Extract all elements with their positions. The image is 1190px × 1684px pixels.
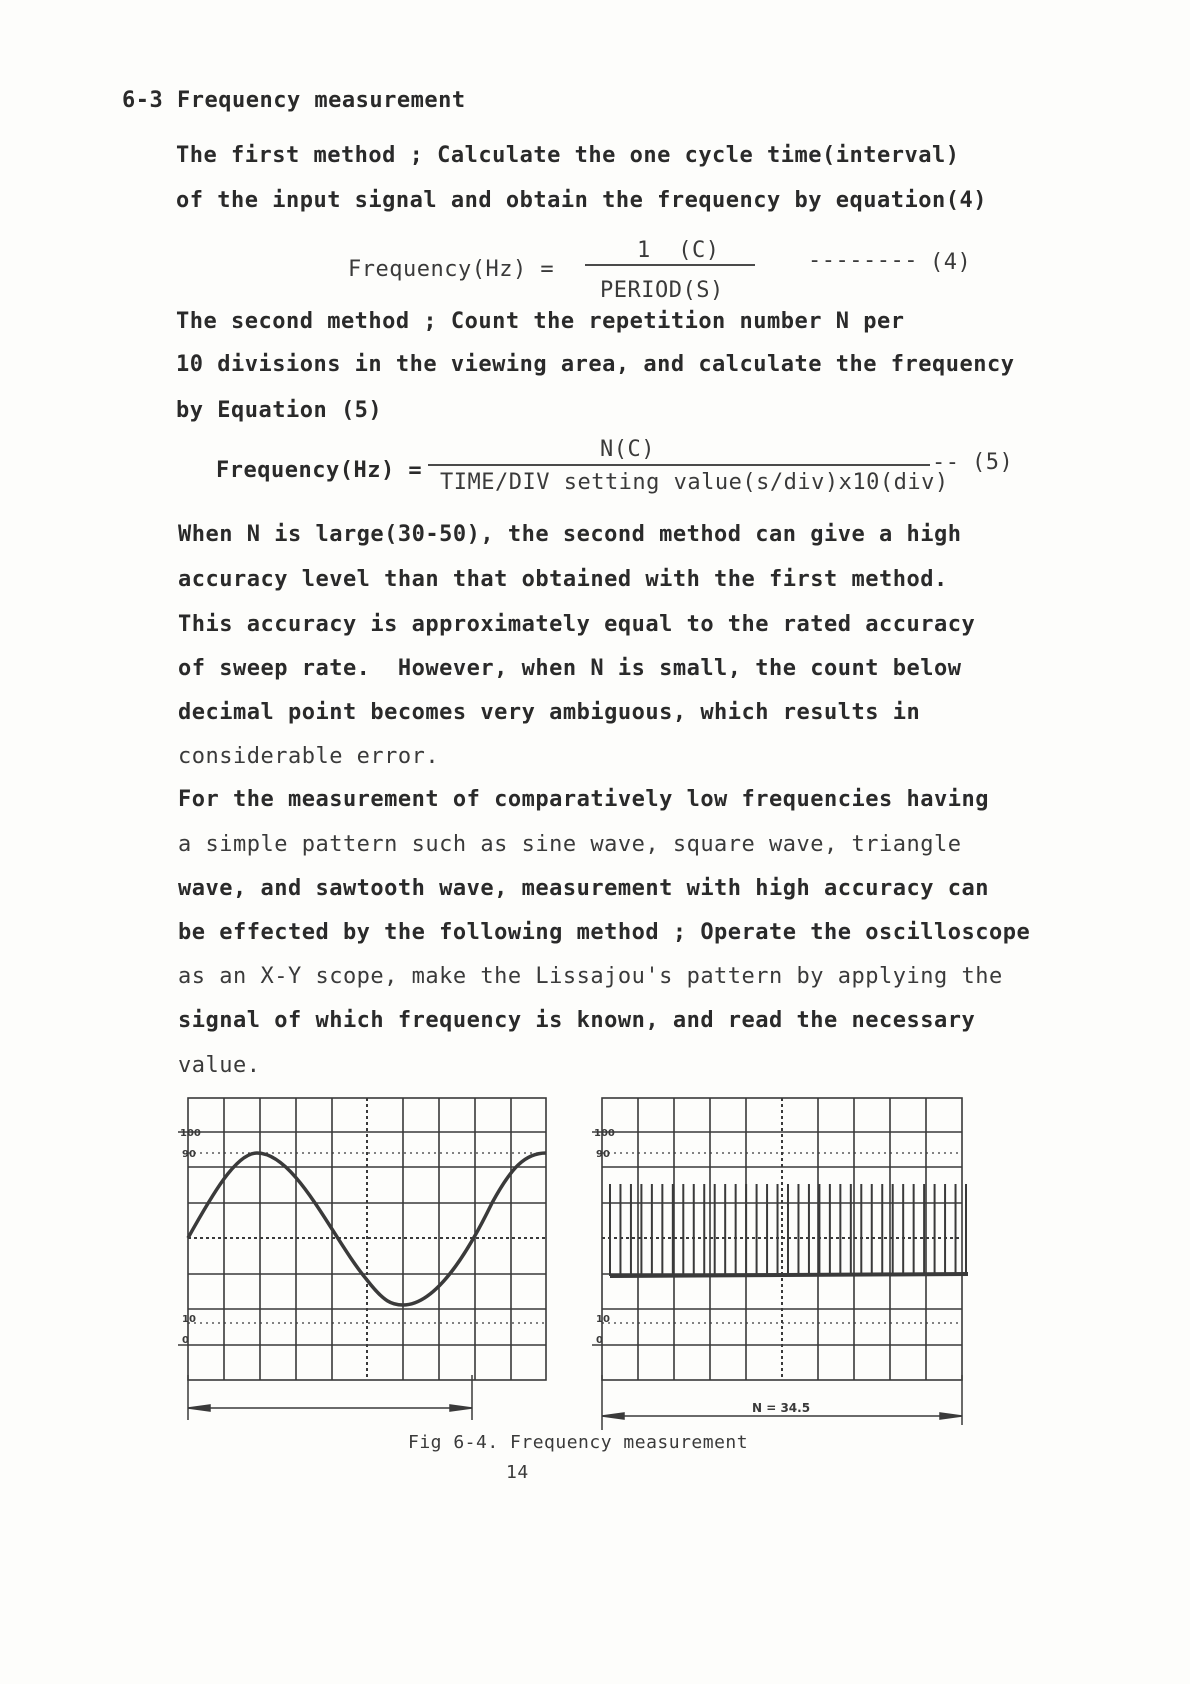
eq4-denominator: PERIOD(S) [600, 278, 724, 303]
pulse-train-trace [610, 1184, 966, 1276]
eq5-lhs: Frequency(Hz) = [216, 458, 423, 483]
para1-line: considerable error. [178, 744, 440, 769]
method1-line1: The first method ; Calculate the one cycle time(interval) [176, 143, 960, 168]
left-scope-graticule [170, 1090, 570, 1430]
right-label-100: 100 [594, 1128, 615, 1139]
para2-line: a simple pattern such as sine wave, square wave, triangle [178, 832, 962, 857]
para2-line: be effected by the following method ; Operate the oscilloscope [178, 920, 1031, 945]
n-count-annotation: N = 34.5 [752, 1401, 811, 1415]
sine-wave-trace [188, 1153, 546, 1305]
method2-line1: The second method ; Count the repetition number N per [176, 309, 905, 334]
method2-line3: by Equation (5) [176, 398, 383, 423]
right-label-90: 90 [596, 1149, 610, 1160]
right-label-0: 0 [596, 1335, 603, 1346]
eq5-numerator: N(C) [600, 437, 655, 462]
left-label-0: 0 [182, 1335, 189, 1346]
left-label-90: 90 [182, 1149, 196, 1160]
method2-line2: 10 divisions in the viewing area, and calculate the frequency [176, 352, 1015, 377]
section-heading: 6-3 Frequency measurement [122, 88, 466, 113]
para2-line: value. [178, 1053, 261, 1078]
right-scope-graticule [590, 1090, 1010, 1450]
eq4-numerator: 1 (C) [637, 238, 720, 263]
para2-line: as an X-Y scope, make the Lissajou's pattern by applying the [178, 964, 1003, 989]
eq4-fraction-bar [585, 264, 755, 266]
para1-line: decimal point becomes very ambiguous, which results in [178, 700, 921, 725]
para2-line: signal of which frequency is known, and read the necessary [178, 1008, 976, 1033]
eq5-denominator: TIME/DIV setting value(s/div)x10(div) [440, 470, 949, 495]
para1-line: accuracy level than that obtained with the first method. [178, 567, 948, 592]
page-number: 14 [506, 1462, 529, 1483]
left-label-100: 100 [180, 1128, 201, 1139]
figure-caption: Fig 6-4. Frequency measurement [408, 1432, 749, 1453]
para1-line: When N is large(30-50), the second method can give a high [178, 522, 962, 547]
para2-line: wave, and sawtooth wave, measurement with high accuracy can [178, 876, 989, 901]
para1-line: This accuracy is approximately equal to the rated accuracy [178, 612, 976, 637]
left-label-10: 10 [182, 1314, 196, 1325]
eq5-dashes: -- [932, 450, 960, 475]
para1-line: of sweep rate. However, when N is small, the count below [178, 656, 962, 681]
eq5-number: (5) [972, 450, 1014, 475]
method1-line2: of the input signal and obtain the frequency by equation(4) [176, 188, 987, 213]
eq4-dashes: -------- [808, 248, 918, 273]
eq5-fraction-bar [428, 464, 930, 466]
para2-line: For the measurement of comparatively low frequencies having [178, 787, 989, 812]
right-label-10: 10 [596, 1314, 610, 1325]
eq4-lhs: Frequency(Hz) = [348, 257, 555, 282]
eq4-number: (4) [930, 250, 972, 275]
